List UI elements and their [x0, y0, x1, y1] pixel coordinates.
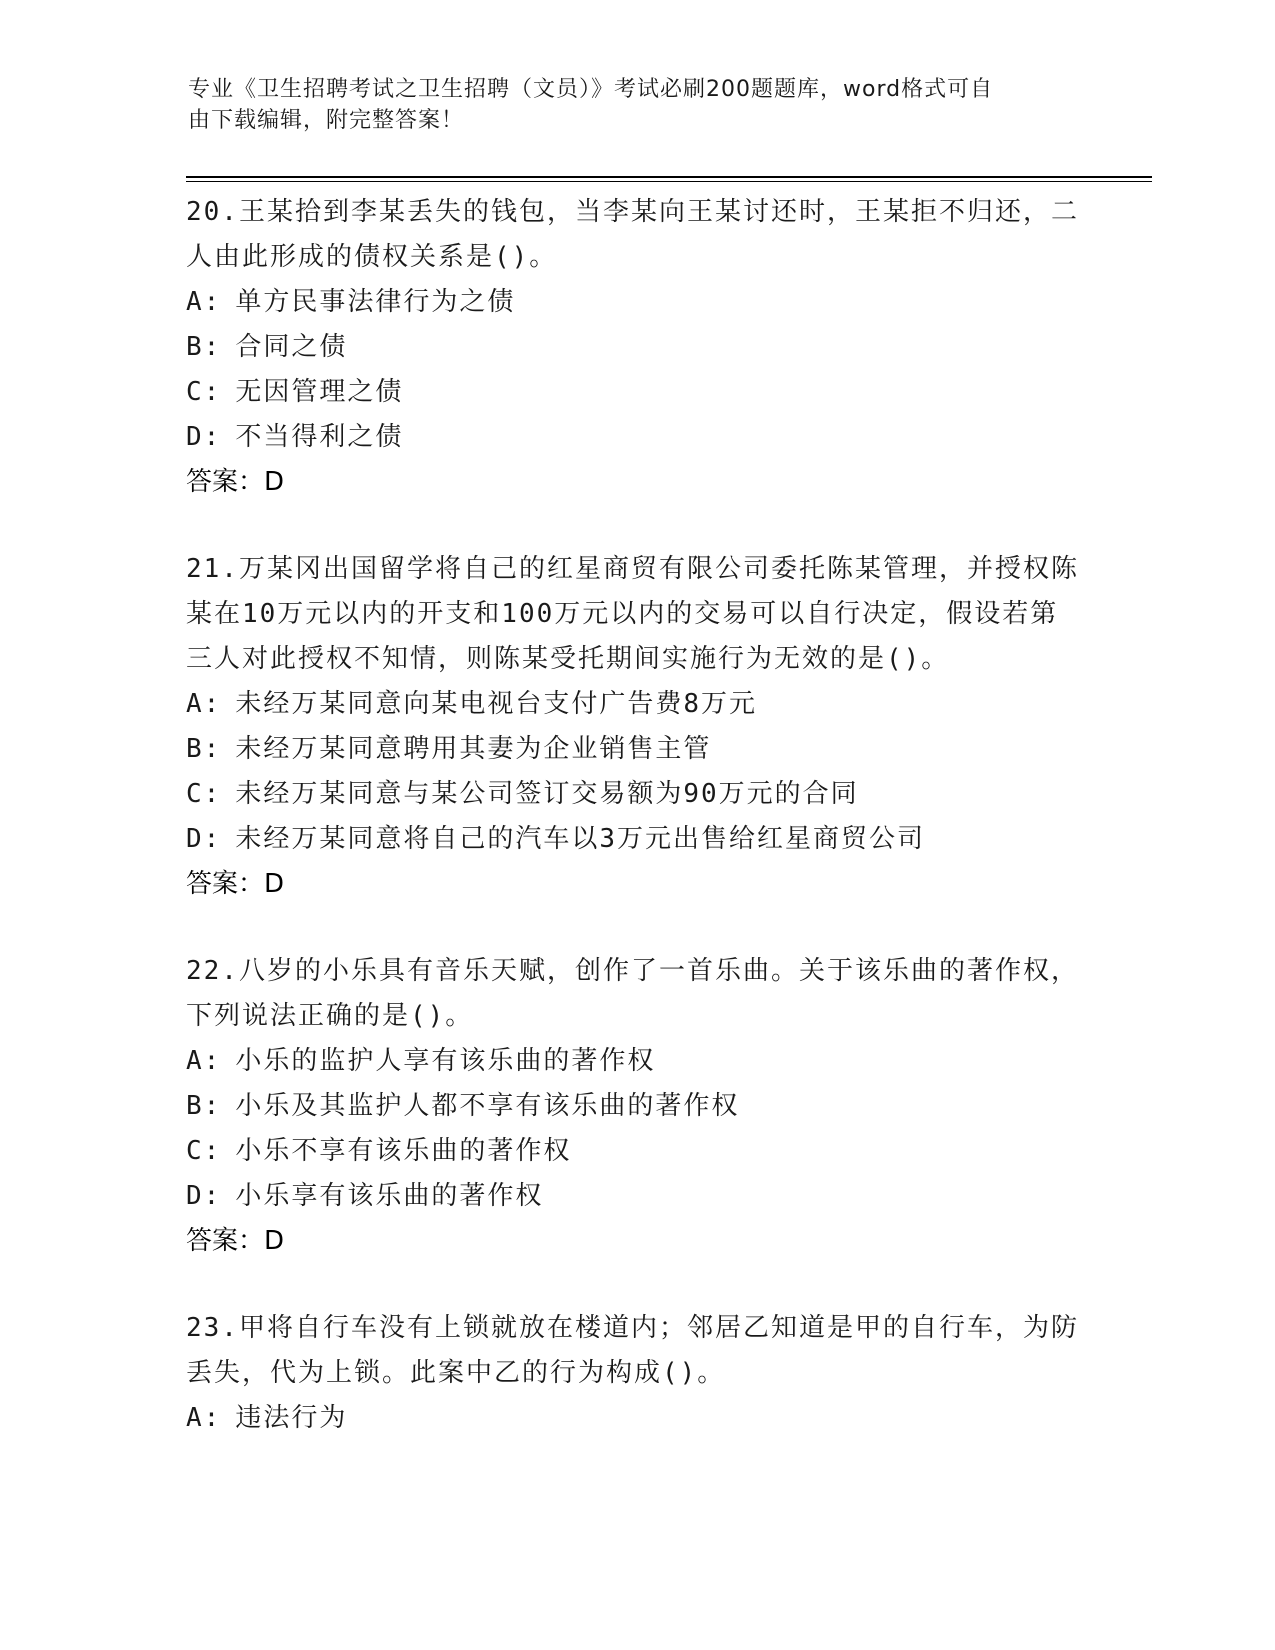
option-letter: D:: [186, 824, 222, 854]
answer-line: 答案：D: [186, 467, 285, 497]
question-text: 20.王某拾到李某丢失的钱包，当李某向王某讨还时，王某拒不归还，二人由此形成的债权关系是()。: [186, 197, 1079, 272]
option-letter: A:: [186, 287, 222, 317]
option-b: [186, 325, 1086, 370]
question-22: [186, 949, 1086, 1264]
option-b: [186, 727, 1086, 772]
option-letter: A:: [186, 1403, 222, 1433]
question-20: [186, 190, 1086, 505]
option-text: 未经万某同意将自己的汽车以3万元出售给红星商贸公司: [235, 824, 925, 854]
option-text: 未经万某同意向某电视台支付广告费8万元: [235, 689, 757, 719]
header-divider-thin: [186, 181, 1152, 182]
option-text: 单方民事法律行为之债: [235, 287, 516, 317]
option-text: 违法行为: [235, 1403, 348, 1433]
header-title-line1: 专业《卫生招聘考试之卫生招聘（文员）》考试必刷200题题库，word格式可自: [188, 77, 994, 102]
option-text: 小乐的监护人享有该乐曲的著作权: [235, 1046, 656, 1076]
document-header: [188, 74, 1088, 136]
question-21: [186, 547, 1086, 907]
option-letter: A:: [186, 689, 222, 719]
option-letter: A:: [186, 1046, 222, 1076]
question-23: [186, 1306, 1086, 1441]
option-text: 小乐不享有该乐曲的著作权: [235, 1136, 572, 1166]
option-letter: C:: [186, 779, 222, 809]
header-title-line2: 由下载编辑，附完整答案！: [188, 108, 465, 133]
header-divider-thick: [186, 176, 1152, 178]
question-text: 21.万某冈出国留学将自己的红星商贸有限公司委托陈某管理，并授权陈某在10万元以内的开支和100万元以内的交易可以自行决定，假设若第三人对此授权不知情，则陈某受托期间实施行为无效的是()。: [186, 554, 1079, 674]
option-letter: C:: [186, 377, 222, 407]
option-text: 合同之债: [235, 332, 348, 362]
option-c: [186, 772, 1086, 817]
option-text: 小乐享有该乐曲的著作权: [235, 1181, 544, 1211]
option-letter: B:: [186, 1091, 222, 1121]
option-text: 小乐及其监护人都不享有该乐曲的著作权: [235, 1091, 740, 1121]
option-d: [186, 1174, 1086, 1219]
option-letter: B:: [186, 734, 222, 764]
option-letter: D:: [186, 422, 222, 452]
answer-line: 答案：D: [186, 869, 285, 899]
option-b: [186, 1084, 1086, 1129]
option-text: 未经万某同意与某公司签订交易额为90万元的合同: [235, 779, 859, 809]
answer-line: 答案：D: [186, 1226, 285, 1256]
option-letter: D:: [186, 1181, 222, 1211]
option-a: [186, 682, 1086, 727]
option-d: [186, 817, 1086, 862]
option-text: 不当得利之债: [235, 422, 404, 452]
option-letter: B:: [186, 332, 222, 362]
option-a: [186, 280, 1086, 325]
question-list: [186, 190, 1086, 1483]
option-text: 未经万某同意聘用其妻为企业销售主管: [235, 734, 712, 764]
option-a: [186, 1039, 1086, 1084]
question-text: 22.八岁的小乐具有音乐天赋，创作了一首乐曲。关于该乐曲的著作权，下列说法正确的是()。: [186, 956, 1079, 1031]
option-c: [186, 1129, 1086, 1174]
option-text: 无因管理之债: [235, 377, 404, 407]
option-d: [186, 415, 1086, 460]
question-text: 23.甲将自行车没有上锁就放在楼道内；邻居乙知道是甲的自行车，为防丢失，代为上锁。此案中乙的行为构成()。: [186, 1313, 1079, 1388]
option-letter: C:: [186, 1136, 222, 1166]
option-a: [186, 1396, 1086, 1441]
option-c: [186, 370, 1086, 415]
